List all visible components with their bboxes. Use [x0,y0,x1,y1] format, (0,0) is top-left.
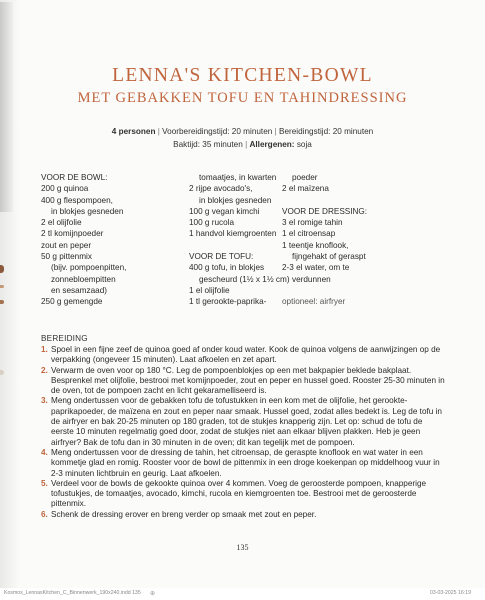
ingredient-line: tomaatjes, in kwarten [199,173,277,182]
ingredient-line: 200 g quinoa [41,184,89,194]
ingredient-line: poeder [292,173,318,182]
ingredient-line: 2 el maïzena [282,184,329,194]
facing-photo-edge [0,285,4,288]
ingredient-line: in blokjes gesneden [199,195,272,205]
step-item [41,366,446,397]
ingredient-line: 3 el romige tahin [282,218,343,228]
allergens-value: soja [296,139,312,149]
meta-line-1 [0,126,485,139]
step-number: 3. [41,396,48,406]
allergens-label: Allergenen: [249,139,295,149]
print-date: 03-03-2025 16:19 [430,590,471,596]
ingredient-line: 400 g flespompoen, [41,195,113,205]
ingredient-line: gescheurd (1½ x 1½ cm) [199,274,290,284]
recipe-title: LENNA'S KITCHEN-BOWL [112,65,373,86]
step-number: 5. [41,478,48,488]
preparation-heading: BEREIDING [41,334,88,343]
bowl-heading: VOOR DE BOWL: [41,173,108,182]
ingredient-line: zonnebloempitten [51,274,116,284]
tofu-heading: VOOR DE TOFU: [189,252,254,262]
step-text: Verdeel voor de bowls de gekookte quinoa over 4 kommen. Voeg de geroosterde pompoen, knapperige tofustukjes, de tomaatjes, avocado, kimchi, rucola en kiemgroenten toe. Bestrooi met de geroosterde pittenmix. [51,478,427,509]
spacer [282,285,462,296]
ingredient-line: 2 rijpe avocado's, [189,184,253,194]
registration-mark-icon: ⊕ [150,591,156,597]
step-number: 6. [41,509,48,519]
ingredient-line: 1 tl gerookte-paprika- [189,297,267,307]
ingredient-line: 1 el olijfolie [189,285,230,295]
ingredient-line: en sesamzaad) [51,285,107,295]
facing-photo-edge [0,300,4,304]
ingredient-line: 50 g pittenmix [41,252,92,262]
ingredient-line: 1 teentje knoflook, [282,240,349,250]
servings: 4 personen [111,127,156,136]
separator: | [245,139,248,149]
ingredients-column-3 [282,172,462,308]
ingredient-line: verdunnen [292,274,331,284]
recipe-subtitle: MET GEBAKKEN TOFU EN TAHINDRESSING [77,90,408,106]
step-item [41,396,446,447]
step-item [41,448,446,479]
facing-page-edge [0,2,13,212]
step-number: 1. [41,345,48,354]
step-item [41,510,446,520]
step-item [41,479,446,510]
spacer [282,195,462,206]
ingredient-line: in blokjes gesneden [51,206,124,216]
page-number: 135 [236,543,249,552]
optional-equipment: optioneel: airfryer [282,297,346,307]
recipe-meta [0,126,485,151]
step-text: Schenk de dressing erover en breng verder op smaak met zout en peper. [51,509,317,519]
print-slug [0,588,485,600]
separator: | [274,127,277,136]
ingredient-line: fijngehakt of geraspt [292,252,366,262]
cook-time: Bereidingstijd: 20 minuten [279,127,374,136]
ingredient-line: 400 g tofu, in blokjes [189,263,265,273]
ingredient-line: 100 g vegan kimchi [189,206,260,216]
step-number: 2. [41,365,48,375]
ingredient-line: 2 tl komijnpoeder [41,229,104,239]
ingredients-column-1 [41,172,191,308]
ingredient-line: 1 handvol kiemgroenten [189,229,277,239]
ingredient-line: (bijv. pompoenpitten, [51,263,127,273]
ingredient-line: 100 g rucola [189,218,235,228]
preparation-steps [41,345,446,520]
dressing-heading: VOOR DE DRESSING: [282,206,368,216]
facing-photo-edge [0,265,4,273]
ingredient-line: 1 el citroensap [282,229,336,239]
bake-time: Baktijd: 35 minuten [173,139,243,149]
step-text: Spoel in een fijne zeef de quinoa goed af onder koud water. Kook de quinoa volgens de aanwijzingen op de verpakking (ongeveer 15 minuten). Laat afkoelen en zet apart. [51,345,441,365]
file-name: Kosmos_LennasKitchen_C_Binnenwerk_190x240.indd 135 [4,590,141,596]
step-text: Meng ondertussen voor de gebakken tofu de tofustukken in een kom met de olijfolie, het gerookte-paprikapoeder, de maïzena en zout en peper naar smaak. Hussel goed, zodat alles bedekt is. Leg de tofu in de airfryer en bak 20-25 minuten op 180 graden, tot de stukjes knapperig zijn. Let op: schud de tofu de eerste 10 minuten regelmatig goed door, zodat de stukjes niet aan elkaar blijven plakken. Heb je geen airfryer? Bak de tofu dan in 30 minuten in de oven; dit kan tegelijk met de pompoen. [51,396,442,447]
separator: | [157,127,160,136]
step-number: 4. [41,447,48,457]
ingredient-line: zout en peper [41,240,92,250]
step-text: Meng ondertussen voor de dressing de tahin, het citroensap, de geraspte knoflook en wat water in een kommetje glad en romig. Rooster voor de bowl de pittenmix in een droge koekenpan op middelhoog vuur in 2-3 minuten lichtbruin en geurig. Laat afkoelen. [51,447,440,478]
ingredient-line: 2 el olijfolie [41,218,82,228]
ingredient-line: 250 g gemengde [41,297,103,307]
step-text: Verwarm de oven voor op 180 °C. Leg de pompoenblokjes op een met bakpapier beklede bakplaat. Besprenkel met olijfolie, bestrooi met komijnpoeder, zout en peper en hussel goed. Rooster 25-30 minuten in de oven, tot de pompoen zacht en licht gekaramelliseerd is. [51,365,445,396]
ingredient-line: 2-3 el water, om te [282,263,350,273]
prep-time: Voorbereidingstijd: 20 minuten [162,127,273,136]
meta-line-2 [0,139,485,152]
step-item [41,345,446,366]
